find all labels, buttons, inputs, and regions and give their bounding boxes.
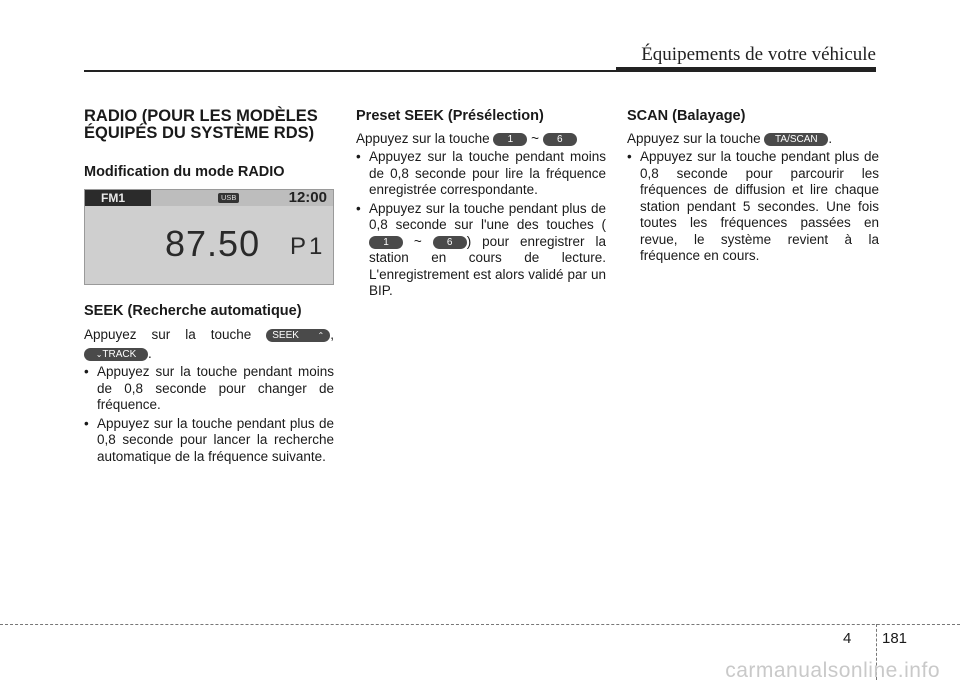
preset-intro: [356, 131, 606, 148]
column-preset: [356, 108, 606, 302]
preset-key-1-inline: 1: [369, 236, 403, 249]
track-intro: [84, 346, 334, 363]
chevron-down-icon: ⌄: [95, 349, 103, 359]
scan-intro-end: .: [828, 130, 833, 146]
header-rule: [84, 70, 876, 72]
display-preset: P1: [290, 232, 326, 260]
preset-key-6-inline: 6: [433, 236, 467, 249]
seek-bullet: • Appuyez sur la touche pendant plus de 0,8 seconde pour lancer la recherche automatique de la fréquence suivante.: [84, 416, 334, 466]
subsection-title-seek: SEEK (Recherche automatique): [84, 302, 302, 319]
preset-key-6: 6: [543, 133, 577, 146]
chapter-number: 4: [843, 630, 852, 647]
chevron-up-icon: ⌃: [317, 331, 325, 340]
seek-bullet: • Appuyez sur la touche pendant moins de 0,8 seconde pour changer de fréquence.: [84, 364, 334, 414]
track-key-label: TRACK: [102, 348, 137, 360]
scan-key-badge: TA/SCAN: [764, 133, 828, 146]
column-scan: [627, 108, 879, 267]
radio-display-image: [84, 189, 334, 285]
display-clock: 12:00: [288, 188, 327, 206]
preset-key-1: 1: [493, 133, 527, 146]
preset-bullet-end: ) pour enregistrer la station en cours de lecture. L'enregistrement est alors validé par un BIP.: [369, 233, 606, 298]
display-frequency: 87.50: [165, 222, 261, 264]
display-band: FM1: [85, 190, 151, 206]
scan-intro-text: Appuyez sur la touche: [627, 130, 761, 146]
seek-bullet-list: [84, 364, 334, 465]
preset-intro-text: Appuyez sur la touche: [356, 130, 490, 146]
preset-bullet: • Appuyez sur la touche pendant moins de 0,8 seconde pour lire la fréquence enregistrée correspondante.: [356, 149, 606, 199]
seek-intro-sep: ,: [330, 327, 334, 342]
display-usb-badge: USB: [218, 193, 239, 203]
column-radio: [84, 108, 334, 467]
seek-intro-text: Appuyez sur la touche: [84, 327, 252, 342]
scan-bullet-list: [627, 149, 879, 265]
section-title-radio: RADIO (POUR LES MODÈLES ÉQUIPÉS DU SYSTÈME RDS): [84, 107, 318, 142]
seek-key-badge: [266, 329, 330, 342]
subsection-title-scan: SCAN (Balayage): [627, 108, 746, 124]
seek-intro: [84, 327, 334, 344]
track-key-badge: [84, 348, 148, 361]
track-intro-end: .: [148, 345, 152, 361]
page-header-title: Équipements de votre véhicule: [641, 44, 876, 65]
preset-bullet-list: [356, 149, 606, 300]
scan-intro: [627, 131, 879, 148]
watermark: carmanualsonline.info: [725, 659, 940, 682]
preset-tilde-inline: ~: [413, 233, 422, 249]
seek-key-label: SEEK: [272, 330, 299, 341]
preset-bullet-start: Appuyez sur la touche pendant plus de 0,8 seconde sur l'une des touches (: [369, 200, 606, 232]
preset-bullet: [356, 201, 606, 300]
subsection-title-preset: Preset SEEK (Présélection): [356, 108, 544, 124]
page-number: 181: [882, 630, 908, 647]
subsection-title-mode: Modification du mode RADIO: [84, 164, 285, 180]
footer-rule: [0, 624, 960, 625]
preset-tilde: ~: [531, 130, 540, 146]
scan-bullet: • Appuyez sur la touche pendant plus de 0,8 seconde pour parcourir les fréquences de diffusion et lire chaque station pendant 5 secondes. Une fois toutes les fréquences passées en revue, le système revient à la fréquence en cours.: [627, 149, 879, 265]
